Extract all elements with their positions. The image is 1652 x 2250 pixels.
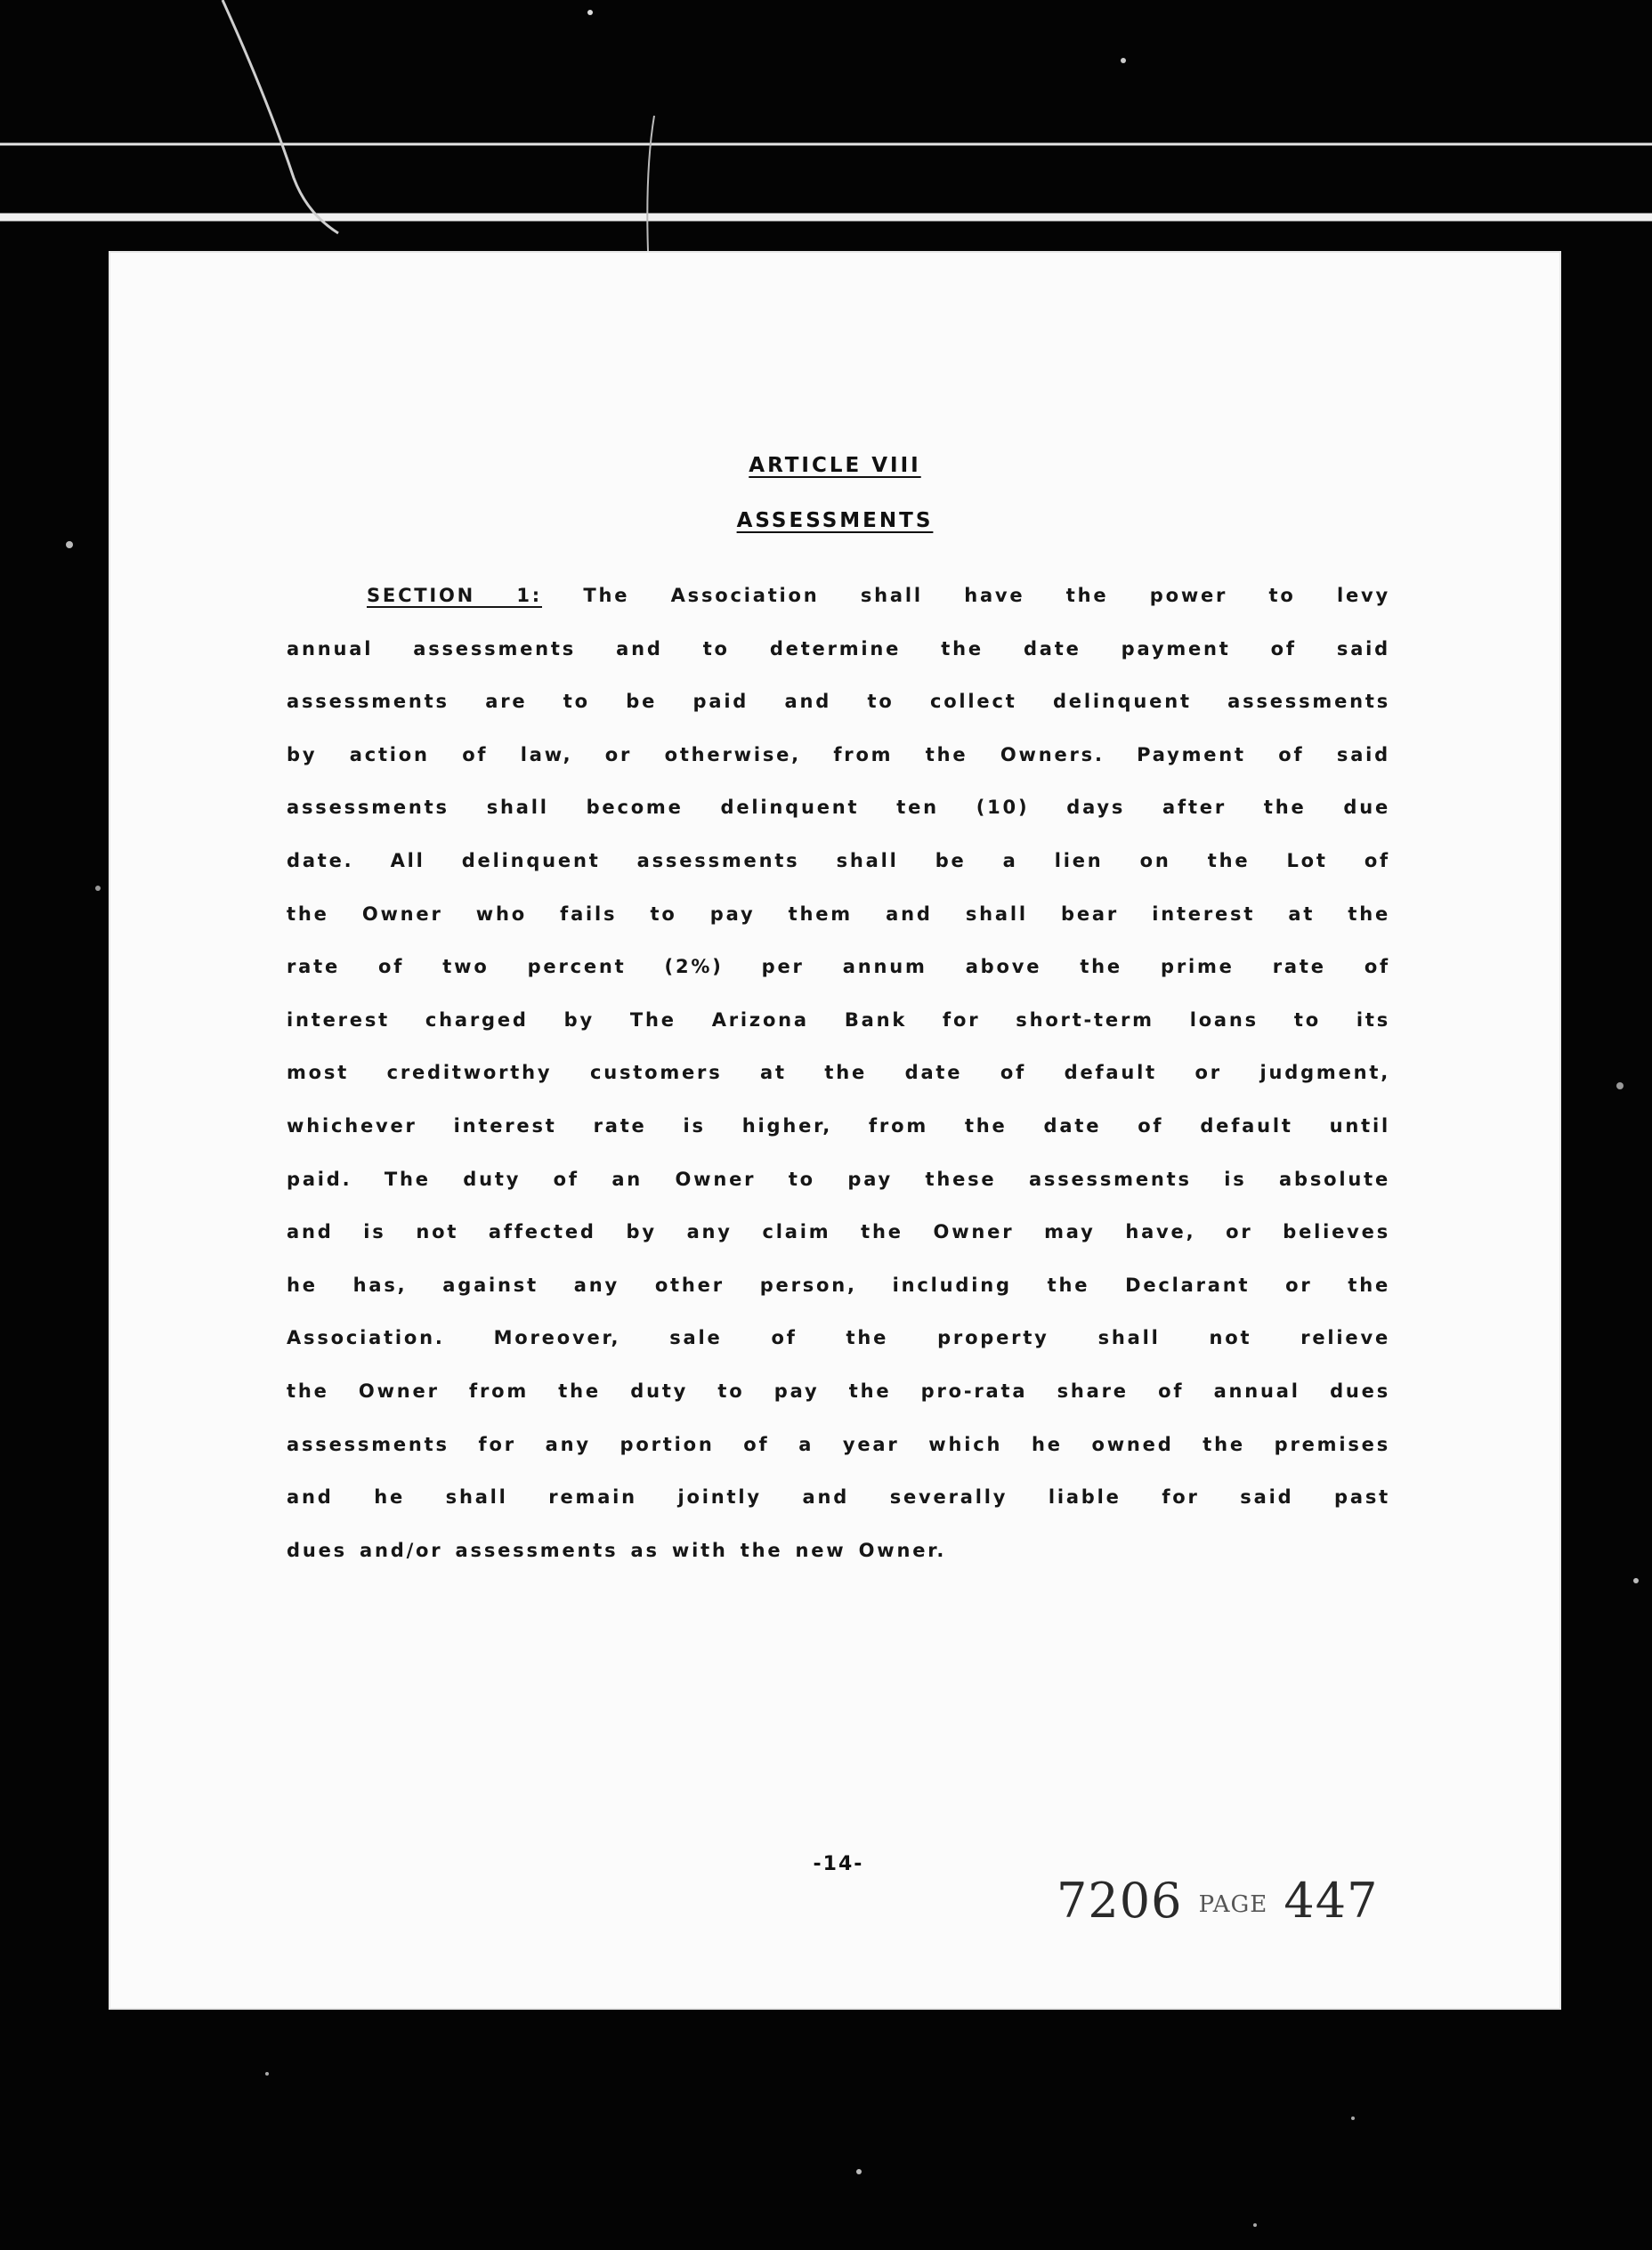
section-heading: ASSESSMENTS: [736, 509, 934, 532]
body-line: Association. Moreover, sale of the property shall not relieve: [287, 1327, 1390, 1349]
document-page: [109, 251, 1561, 2010]
body-line: dues and/or assessments as with the new Owner.: [287, 1539, 947, 1561]
body-line: most creditworthy customers at the date of default or judgment,: [287, 1062, 1390, 1084]
body-line: he has, against any other person, including the Declarant or the: [287, 1274, 1390, 1296]
recording-stamp: [1057, 1873, 1379, 1929]
body-line: assessments for any portion of a year which he owned the premises: [287, 1433, 1390, 1455]
article-heading: ARTICLE VIII: [749, 454, 921, 477]
stamp-docket: 7206: [1057, 1873, 1183, 1929]
body-line: SECTION 1: The Association shall have the power to levy: [367, 585, 1390, 606]
body-line: the Owner from the duty to pay the pro-rata share of annual dues: [287, 1380, 1390, 1402]
page-number: -14-: [813, 1853, 864, 1875]
stamp-page: 447: [1284, 1873, 1379, 1929]
body-line: the Owner who fails to pay them and shall bear interest at the: [287, 902, 1390, 925]
body-line: rate of two percent (2%) per annum above the prime rate of: [287, 956, 1390, 978]
body-line: by action of law, or otherwise, from the Owners. Payment of said: [287, 743, 1390, 765]
stamp-page-label: PAGE: [1198, 1891, 1268, 1918]
body-line: assessments shall become delinquent ten (10) days after the due: [287, 797, 1390, 819]
section-label: SECTION 1:: [367, 585, 542, 606]
body-line: whichever interest rate is higher, from the date of default until: [287, 1114, 1390, 1137]
body-line: and is not affected by any claim the Owner may have, or believes: [287, 1221, 1390, 1243]
body-line: annual assessments and to determine the date payment of said: [287, 637, 1390, 660]
body-line: date. All delinquent assessments shall be a lien on the Lot of: [287, 849, 1390, 871]
body-line: and he shall remain jointly and severally liable for said past: [287, 1486, 1390, 1509]
section-body: [287, 585, 1390, 1592]
body-line: paid. The duty of an Owner to pay these assessments is absolute: [287, 1168, 1390, 1190]
body-line: interest charged by The Arizona Bank for short-term loans to its: [287, 1008, 1390, 1031]
body-line: assessments are to be paid and to collect delinquent assessments: [287, 691, 1390, 713]
